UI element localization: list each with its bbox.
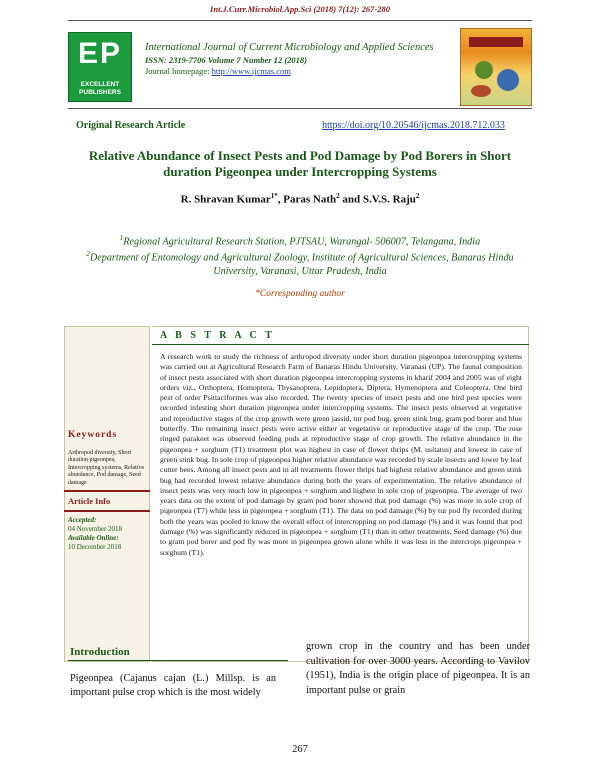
available-date: 10 December 2018 (68, 543, 122, 551)
masthead-rule (68, 108, 532, 109)
page-number: 267 (292, 744, 308, 755)
author-1: R. Shravan Kumar (180, 193, 271, 206)
author-3: and S.V.S. Raju (339, 193, 416, 206)
accepted-date: 04 November 2018 (68, 525, 123, 533)
journal-cover-image (460, 28, 532, 106)
affiliation-2: $^2$Department of Entomology and Agricultural Zoology, Institute of Agricultural Sciences, Banaras Hindu University, Varanasi, Uttar Pradesh, India (86, 250, 514, 277)
article-info-divider (64, 510, 150, 512)
journal-homepage (145, 66, 445, 76)
keywords-divider (64, 490, 150, 492)
introduction-rule (68, 660, 288, 661)
keywords-list: Arthropod diversity, Short duration pigeonpea, Intercropping systems, Relative abundance, Pod damage, Seed damage (68, 450, 145, 486)
article-type: Original Research Article (76, 120, 186, 131)
doi-link[interactable]: https://doi.org/10.20546/ijcmas.2018.712.033 (322, 120, 505, 131)
journal-issn: ISSN: 2319-7706 Volume 7 Number 12 (2018) (145, 55, 307, 65)
affiliations (70, 232, 530, 278)
corresponding-author: *Corresponding author (255, 289, 345, 299)
homepage-label: Journal homepage: (145, 66, 212, 76)
author-1-sup: 1* (270, 192, 278, 200)
abstract-rule (152, 344, 529, 345)
header-rule (68, 20, 532, 21)
author-2-sup: 2 (336, 192, 340, 200)
accepted-label: Accepted: (68, 516, 97, 524)
journal-name: International Journal of Current Microbiology and Applied Sciences (145, 42, 434, 53)
available-label: Available Online: (68, 534, 119, 542)
logo-publisher: EXCELLENT PUBLISHERS (79, 81, 121, 96)
sidebar-box (64, 326, 150, 662)
intro-column-1: Pigeonpea (Cajanus cajan (L.) Millsp. is an important pulse crop which is the most widely (70, 673, 276, 698)
abstract-heading: A B S T R A C T (160, 330, 275, 341)
author-3-sup: 2 (415, 192, 420, 200)
homepage-link[interactable]: http://www.ijcmas.com (211, 66, 291, 76)
article-title: Relative Abundance of Insect Pests and Pod Damage by Pod Borers in Short duration Pigeonpea under Intercropping Systems (88, 148, 512, 179)
affiliation-1: $^1$Regional Agricultural Research Station, PJTSAU, Warangal- 506007, Telangana, India (119, 234, 481, 248)
intro-column-2: grown crop in the country and has been under cultivation for over 3000 years. According to Vavilov (1951), India is the origin place of pigeonpea. It is an important pulse or grain (306, 641, 530, 696)
journal-info (145, 42, 445, 76)
running-header: Int.J.Curr.Microbiol.App.Sci (2018) 7(12): 267-280 (210, 4, 390, 14)
abstract-text: A research work to study the richness of arthropod diversity under short duration pigeonpea intercropping systems was carried out at Agricultural Research Farm of Banaras Hindu University, Varanasi (UP). The faunal composition of insect pests associated with short duration pigeonpea intercropping systems in kharif 2004 and 2005 was of eight orders viz., Orthoptera, Homoptera, Thysanoptera, Lepidoptera, Diptera, Hymenoptera and Coleoptera. One bird pest of order Psittaciformes was also recorded. The twenty species of insect pests and one bird pest species were recorded infesting short duration pigeonpea under intercropping systems. The insect pests observed at vegetative and reproductive stages of the crop growth were green jassid, tur pod bug, green stink bug, gram pod borer and blue butterfly. The remaining insect pests were active either at vegetative or reproductive stage of the crop. The rose ringed parakeet was observed feeding pods at reproductive stage of crop growth. The relative abundance in the pigeonpea + sorghum (T1) treatment plot was highest in case of flower thrips (M. usitatus) and lowest in case of green stink bug. In sole crop of pigeonpea higher relative abundance was recorded by scale insects and lower by leaf cutter bees. Among all insect pests and in all treatments flower thrips had highest relative abundance and green stink bug had recorded lowest relative abundance during both the years of experimentation. The relative abundance of insect pests was very much low in pigeonpea + sorghum and highest in sole crop of pigeonpea. The average of two years data on the extent of pod damage by gram pod borer showed that pod damage (%) was more in sole crop of pigeonpea (T7) while less in pigeonpea + sorghum (T1). The data on pod damage (%) by tur pod fly recorded during both the years was pooled to know the overall effect of intercropping on pod damage (%) and it was found that pod damage (%) was significantly reduced in pigeonpea + sorghum (T1) than in other treatments. Seed damage (%) due to gram pod borer and pod fly was more in pigeonpea grown alone while it was less in the intercrops pigeonpea + sorghum (T1). (160, 352, 522, 557)
keywords-heading: Keywords (68, 430, 118, 440)
article-info-heading: Article Info (68, 496, 111, 506)
author-list (70, 192, 530, 206)
introduction-heading: Introduction (70, 646, 130, 658)
publisher-logo (68, 32, 132, 102)
article-info-dates (68, 516, 148, 552)
author-2: , Paras Nath (277, 193, 337, 206)
logo-letters: EP (77, 37, 123, 70)
